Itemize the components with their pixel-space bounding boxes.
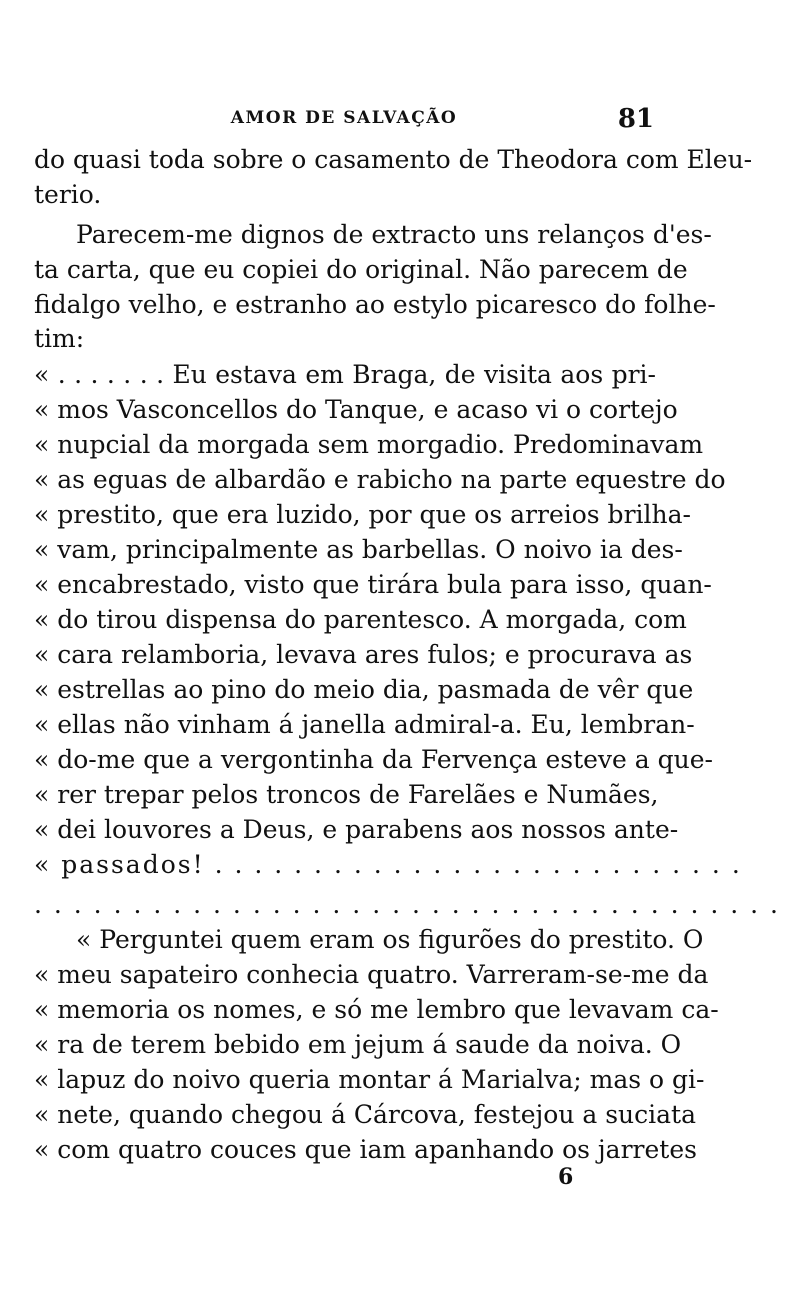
quoted-line: « com quatro couces que iam apanhando os jarretes [34,1135,697,1164]
running-title: AMOR DE SALVAÇÃO [230,108,458,128]
quoted-line: « prestito, que era luzido, por que os arreios brilha- [34,500,691,529]
quoted-line: « vam, principalmente as barbellas. O noivo ia des- [34,535,683,564]
quoted-line: « do-me que a vergontinha da Fervença esteve a que- [34,745,713,774]
quoted-line: « nupcial da morgada sem morgadio. Predominavam [34,430,704,459]
quoted-line: « ellas não vinham á janella admiral-a. Eu, lembran- [34,710,695,739]
quoted-line: « estrellas ao pino do meio dia, pasmada de vêr que [34,675,694,704]
text-line: ta carta, que eu copiei do original. Não parecem de [34,255,688,284]
signature-mark: 6 [558,1164,574,1190]
quoted-line: « ra de terem bebido em jejum á saude da noiva. O [34,1030,682,1059]
text-line: Parecem-me dignos de extracto uns relanços d'es- [76,220,712,249]
quoted-line: « mos Vasconcellos do Tanque, e acaso vi o cortejo [34,395,678,424]
page-number: 81 [617,104,654,134]
text-line: do quasi toda sobre o casamento de Theodora com Eleu- [34,145,753,174]
ellipsis-line: . . . . . . . . . . . . . . . . . . . . . . . . . . . . . . . . . . . . . . [34,890,781,919]
quoted-line: « rer trepar pelos troncos de Farelães e Numães, [34,780,659,809]
quoted-line: « cara relamboria, levava ares fulos; e procurava as [34,640,693,669]
quoted-line: « Perguntei quem eram os figurões do prestito. O [76,925,704,954]
quoted-line: « do tirou dispensa do parentesco. A morgada, com [34,605,687,634]
text-line: terio. [34,180,102,209]
quoted-line: « dei louvores a Deus, e parabens aos nossos ante- [34,815,679,844]
page-header [34,104,654,134]
quoted-line: « nete, quando chegou á Cárcova, festejou a suciata [34,1100,696,1129]
quoted-line: « encabrestado, visto que tirára bula para isso, quan- [34,570,712,599]
quoted-line: « meu sapateiro conhecia quatro. Varreram-se-me da [34,960,709,989]
quoted-line: « as eguas de albardão e rabicho na parte equestre do [34,465,726,494]
text-line: fidalgo velho, e estranho ao estylo picaresco do folhe- [34,290,716,319]
quoted-line: « memoria os nomes, e só me lembro que levavam ca- [34,995,719,1024]
quoted-line: « passados! . . . . . . . . . . . . . . . . . . . . . . . . . . . [34,850,742,879]
quoted-line: « . . . . . . . Eu estava em Braga, de visita aos pri- [34,360,656,389]
quoted-line: « lapuz do noivo queria montar á Marialva; mas o gi- [34,1065,705,1094]
text-line: tim: [34,324,85,353]
